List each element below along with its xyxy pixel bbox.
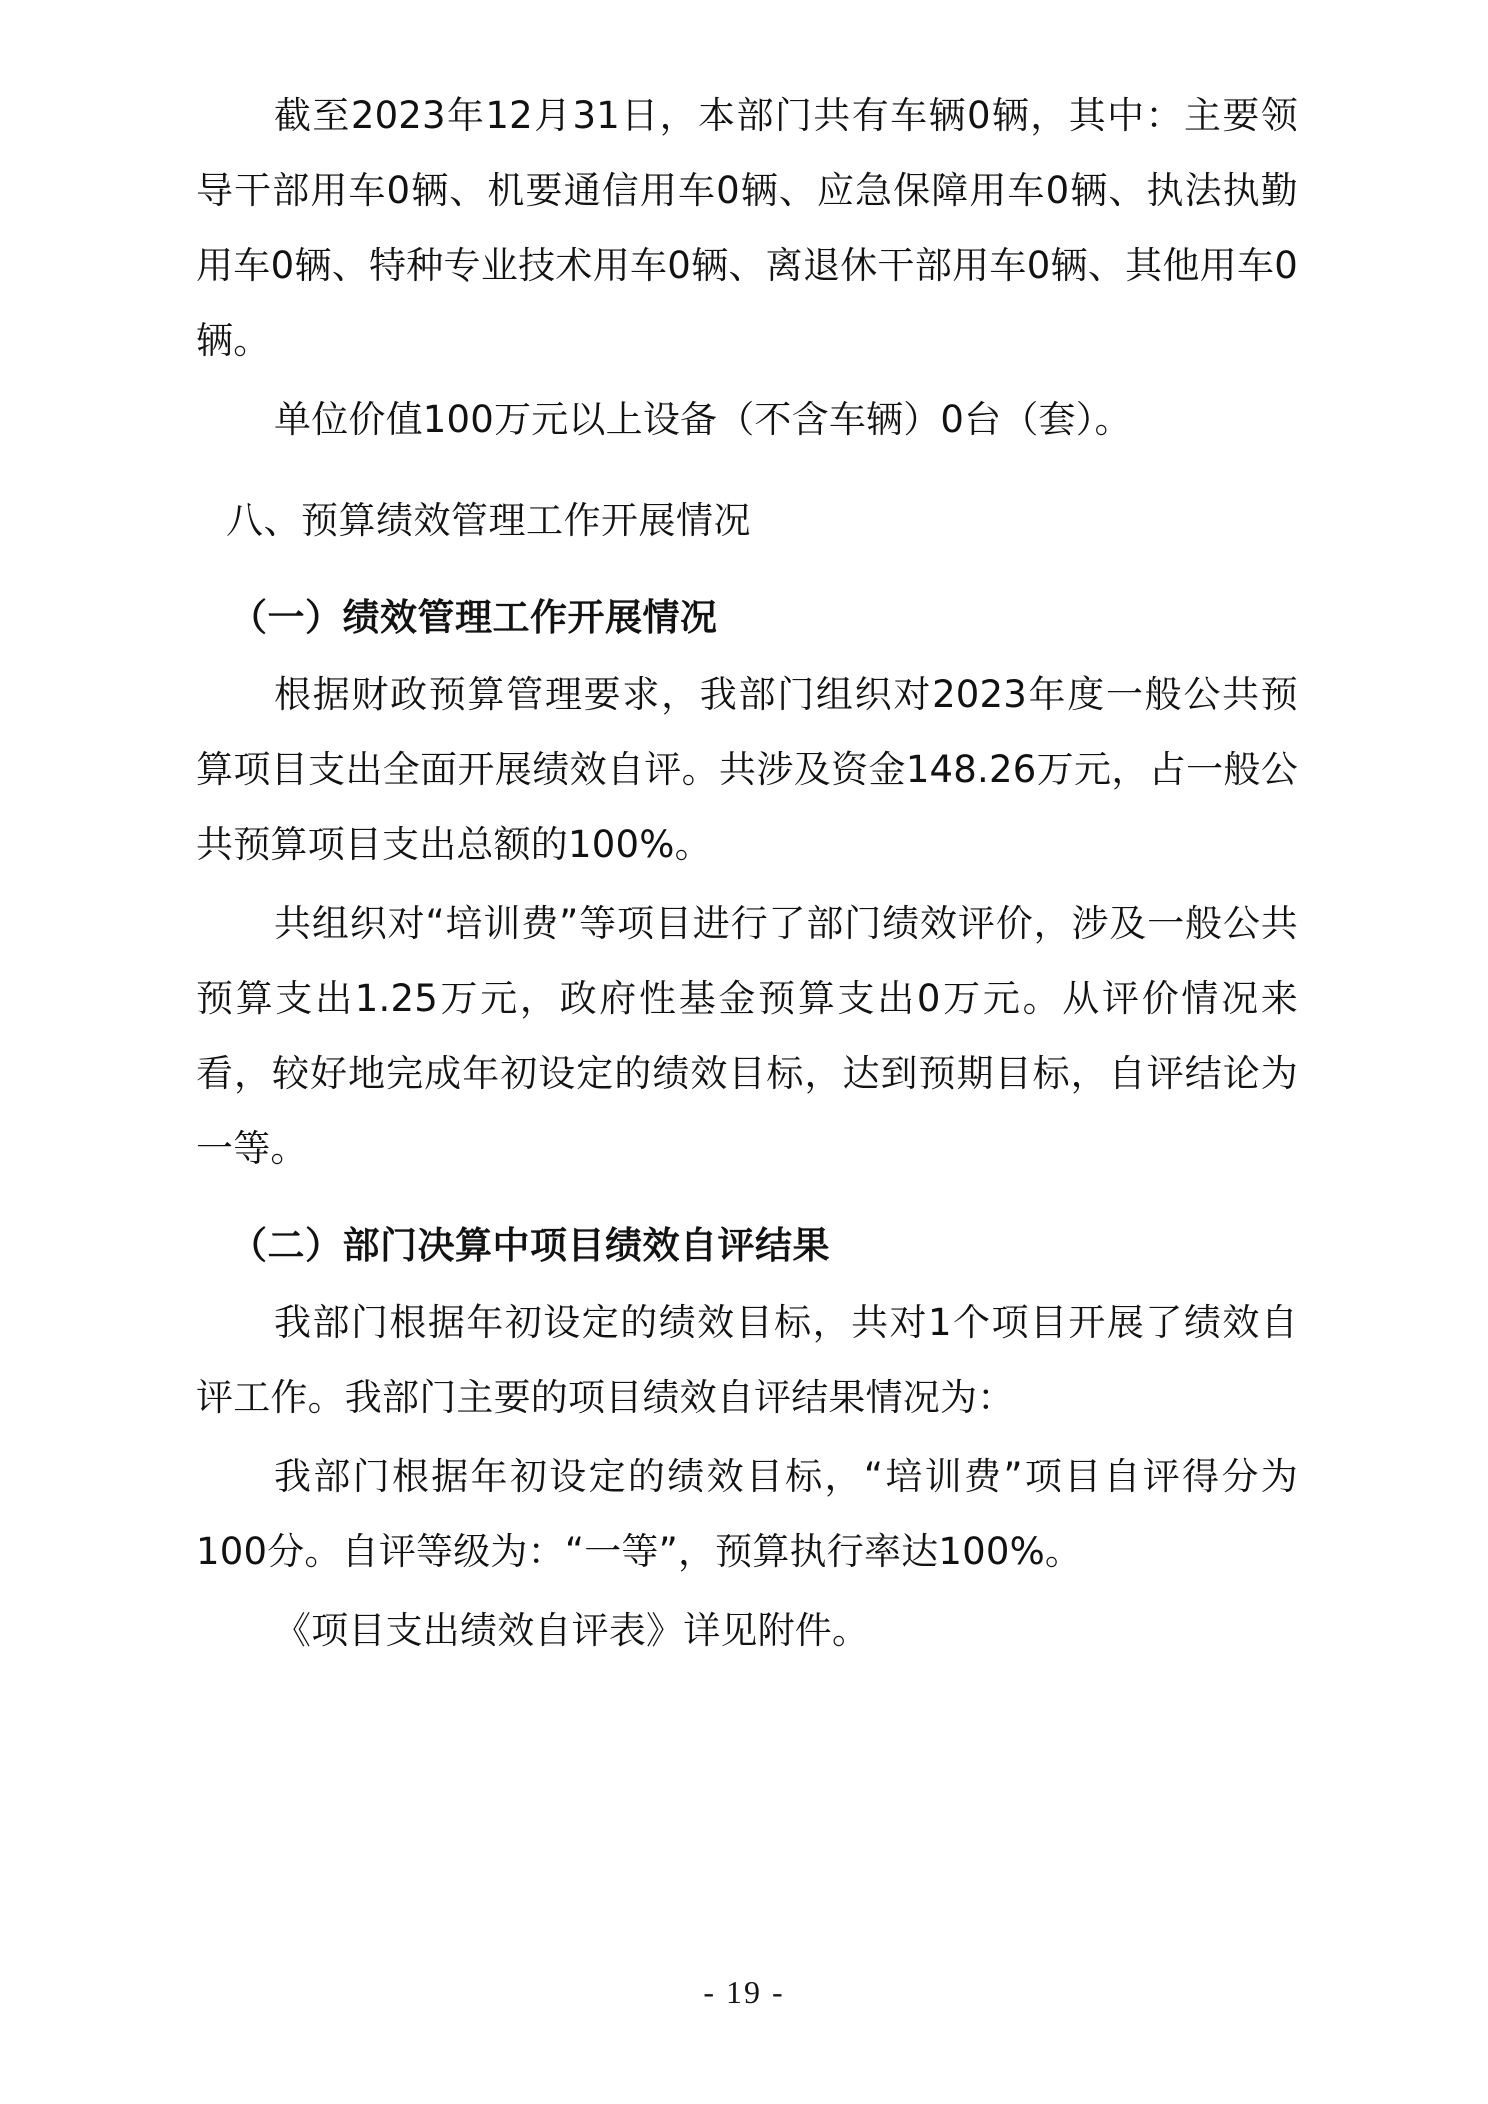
paragraph-performance-self-evaluation: 根据财政预算管理要求，我部门组织对2023年度一般公共预算项目支出全面开展绩效自评。共涉及资金148.26万元，占一般公共预算项目支出总额的100%。	[196, 673, 1298, 866]
paragraph-vehicles: 截至2023年12月31日，本部门共有车辆0辆，其中：主要领导干部用车0辆、机要通信用车0辆、应急保障用车0辆、执法执勤用车0辆、特种专业技术用车0辆、离退休干部用车0辆、其他用车0辆。	[196, 94, 1298, 362]
paragraph-score-detail: 我部门根据年初设定的绩效目标，“培训费”项目自评得分为100分。自评等级为：“一等”，预算执行率达100%。	[196, 1455, 1298, 1573]
page-number-footer: - 19 -	[703, 1974, 785, 2010]
section-heading-eight: 八、预算绩效管理工作开展情况	[226, 499, 751, 542]
page-content	[196, 78, 1298, 1672]
paragraph-equipment: 单位价值100万元以上设备（不含车辆）0台（套）。	[274, 398, 1132, 441]
paragraph-project-count: 我部门根据年初设定的绩效目标，共对1个项目开展了绩效自评工作。我部门主要的项目绩效自评结果情况为：	[196, 1301, 1298, 1419]
subsection-heading-two: （二）部门决算中项目绩效自评结果	[230, 1224, 830, 1267]
paragraph-training-fee-evaluation: 共组织对“培训费”等项目进行了部门绩效评价，涉及一般公共预算支出1.25万元，政府性基金预算支出0万元。从评价情况来看，较好地完成年初设定的绩效目标，达到预期目标，自评结论为一等。	[196, 902, 1298, 1170]
subsection-heading-one: （一）绩效管理工作开展情况	[230, 596, 718, 639]
paragraph-attachment-note: 《项目支出绩效自评表》详见附件。	[274, 1609, 870, 1652]
